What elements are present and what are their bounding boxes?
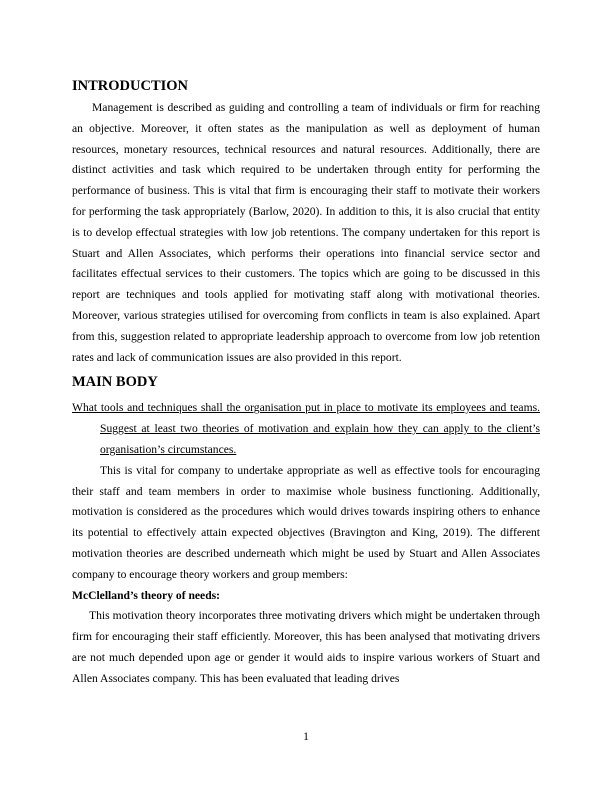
body-paragraph-2: This motivation theory incorporates three motivating drivers which might be undertaken through firm for encouraging their staff efficiently. Moreover, this has been analysed that motivating drivers are not much depended upon age or gender it would aids to inspire various workers of Stuart and Allen Associates company. This has been evaluated that leading drives xyxy=(72,609,540,685)
introduction-paragraph: Management is described as guiding and controlling a team of individuals or firm for reaching an objective. Moreover, it often states as the manipulation as well as deployment of human resources, monetary resources, technical resources and natural resources. Additionally, there are distinct activities and task which required to be undertaken through entity for performing the performance of business. This is vital that firm is encouraging their staff to motivate their workers for performing the task appropriately (Barlow, 2020). In addition to this, it is also crucial that entity is to develop effectual strategies with low job retentions. The company undertaken for this report is Stuart and Allen Associates, which performs their operations into financial service sector and facilitates effectual services to their customers. The topics which are going to be discussed in this report are techniques and tools applied for motivating staff along with motivational theories. Moreover, various strategies utilised for overcoming from conflicts in team is also explained. Apart from this, suggestion related to appropriate leadership approach to overcome from low job retention rates and lack of communication issues are also provided in this report. xyxy=(72,101,540,364)
document-page xyxy=(72,76,540,690)
question-text: What tools and techniques shall the organisation put in place to motivate its employees and teams. Suggest at least two theories of motivation and explain how they can apply to the client’s organisation’s circumstances. xyxy=(72,401,540,456)
mcclelland-subheading: McClelland’s theory of needs: xyxy=(72,588,221,602)
introduction-heading: INTRODUCTION xyxy=(72,78,189,94)
body-paragraph-1: This is vital for company to undertake appropriate as well as effective tools for encouraging their staff and team members in order to maximise whole business functioning. Additionally, motivation is considered as the procedures which would drives towards inspiring others to enhance its potential to effectively attain expected objectives (Bravington and King, 2019). The different motivation theories are described underneath which might be used by Stuart and Allen Associates company to encourage theory workers and group members: xyxy=(72,463,540,581)
page-number: 1 xyxy=(303,730,309,743)
main-body-heading: MAIN BODY xyxy=(72,374,158,391)
